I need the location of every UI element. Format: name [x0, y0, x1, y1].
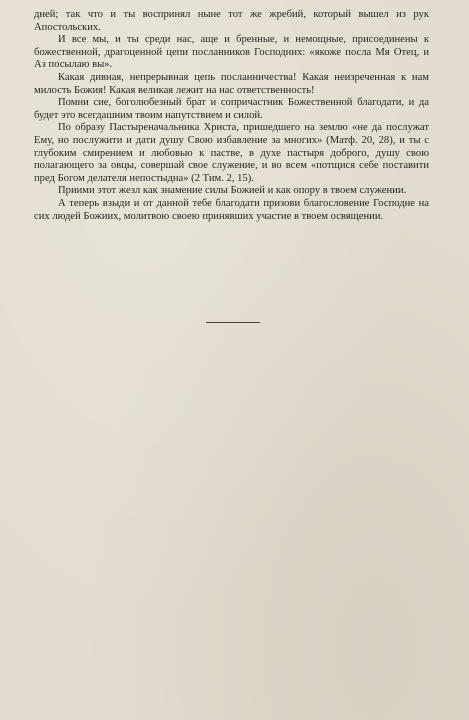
- paragraph-2: И все мы, и ты среди нас, аще и бренные, и немощные, присоединены к божественной, драгоценной цепи посланников Господних: «якоже посла Мя Отец, и Аз посылаю вы».: [34, 34, 429, 71]
- paragraph-6: Приими этот жезл как знамение силы Божией и как опору в твоем служении.: [58, 185, 407, 197]
- section-divider: [206, 322, 260, 323]
- paragraph-1: дней; так что и ты воспринял ныне тот же жребий, который вышел из рук Апостольских.: [34, 9, 429, 33]
- paragraph-3: Какая дивная, непрерывная цепь посланничества! Какая неизреченная к нам милость Божия! Какая великая лежит на нас ответственность!: [34, 71, 429, 96]
- paragraph-4: Помни сие, боголюбезный брат и сопричастник Божественной благодати, и да будет это всегдашним твоим напутствием и силой.: [34, 97, 429, 121]
- body-text: [34, 9, 429, 223]
- paragraph-7: А теперь взыди и от данной тебе благодати призови благословение Господне на сих людей Божиих, молитвою своею принявших участие в твоем освящении.: [34, 197, 429, 222]
- paragraph-5: По образу Пастыреначальника Христа, пришедшего на землю «не да послужат Ему, но послужити и дати душу Свою избавление за многих» (Матф. 20, 28), и ты с глубоким смирением и любовью к пастве, в духе пастыря доброго, душу свою полагающего за овцы, совершай свое служение, и во всем «потщися себе поставити пред Богом делателя непостыдна» (2 Тим. 2, 15).: [34, 122, 429, 184]
